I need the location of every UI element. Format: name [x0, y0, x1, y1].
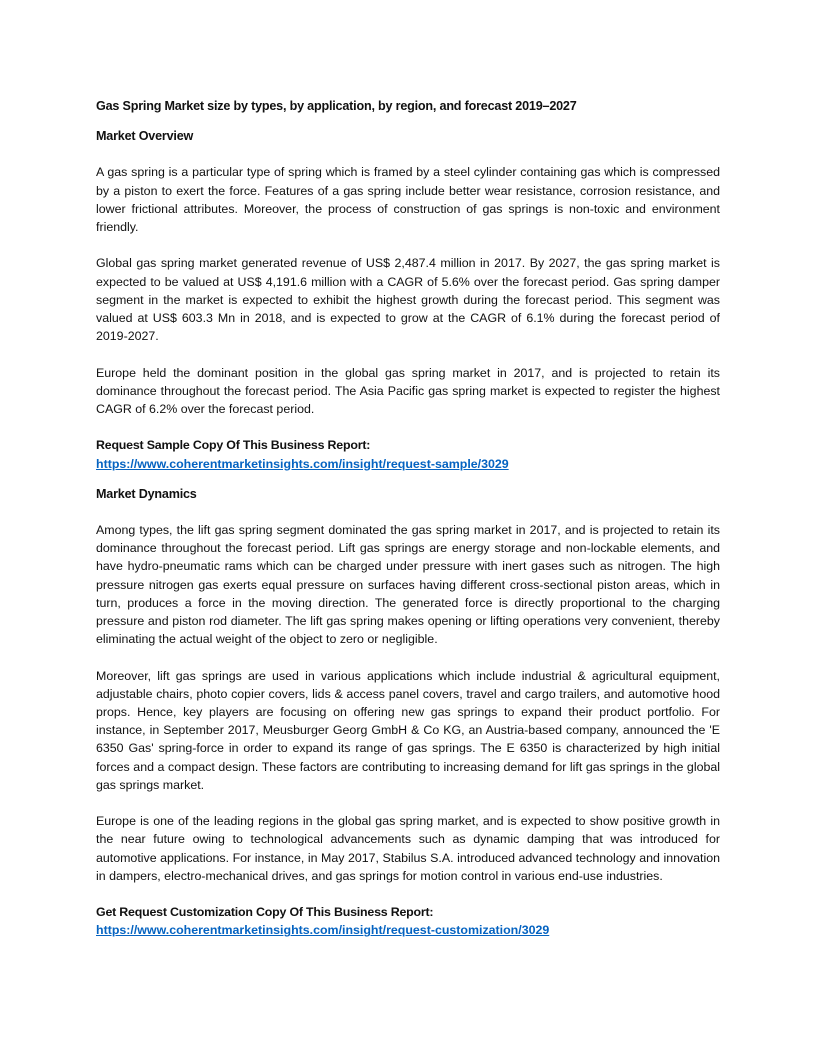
paragraph: Europe is one of the leading regions in the global gas spring market, and is expected to show positive growth in the near future owing to technological advancements such as dynamic damping that was introduced for automotive applications. For instance, in May 2017, Stabilus S.A. introduced advanced technology and innovation in dampers, electro-mechanical drives, and gas springs for motion control in various end-use industries. [96, 814, 720, 883]
document-title: Gas Spring Market size by types, by application, by region, and forecast 2019–2027 [96, 99, 577, 113]
paragraph: Europe held the dominant position in the global gas spring market in 2017, and is projected to retain its dominance throughout the forecast period. The Asia Pacific gas spring market is expected to register the highest CAGR of 6.2% over the forecast period. [96, 365, 720, 417]
paragraph: A gas spring is a particular type of spring which is framed by a steel cylinder containing gas which is compressed by a piston to exert the force. Features of a gas spring include better wear resistance, corrosion resistance, and lower frictional attributes. Moreover, the process of construction of gas springs is non-toxic and environment friendly. [96, 165, 720, 235]
customization-request-label: Get Request Customization Copy Of This Business Report: [96, 905, 434, 920]
paragraph: Among types, the lift gas spring segment dominated the gas spring market in 2017, and is projected to retain its dominance throughout the forecast period. Lift gas springs are energy storage and non-lockable elements, and have hydro-pneumatic rams which can be charged under pressure with inert gases such as nitrogen. The high pressure nitrogen gas exerts equal pressure on surfaces having different cross-sectional piston areas, which in turn, produces a force in the moving direction. The generated force is directly proportional to the charging pressure and piston rod diameter. The lift gas spring makes opening or lifting operations very convenient, thereby eliminating the actual weight of the object to zero or negligible. [96, 523, 720, 647]
paragraph: Moreover, lift gas springs are used in various applications which include industrial & agricultural equipment, adjustable chairs, photo copier covers, lids & access panel covers, travel and cargo trailers, and automotive hood props. Hence, key players are focusing on offering new gas springs to expand their product portfolio. For instance, in September 2017, Meusburger Georg GmbH & Co KG, an Austria-based company, announced the 'E 6350 Gas' spring-force in order to expand its range of gas springs. The E 6350 is characterized by high initial forces and a compact design. These factors are contributing to increasing demand for lift gas springs in the global gas springs market. [96, 668, 720, 792]
section-heading-overview: Market Overview [96, 129, 194, 144]
section-heading-dynamics: Market Dynamics [96, 486, 197, 501]
sample-request-label: Request Sample Copy Of This Business Report: [96, 438, 371, 453]
paragraph: Global gas spring market generated revenue of US$ 2,487.4 million in 2017. By 2027, the gas spring market is expected to be valued at US$ 4,191.6 million with a CAGR of 5.6% over the forecast period. Gas spring damper segment in the market is expected to exhibit the highest growth during the forecast period. This segment was valued at US$ 603.3 Mn in 2018, and is expected to grow at the CAGR of 6.1% during the forecast period of 2019-2027. [96, 256, 720, 344]
customization-request-link[interactable]: https://www.coherentmarketinsights.com/insight/request-customization/3029 [96, 923, 550, 938]
sample-request-link[interactable]: https://www.coherentmarketinsights.com/insight/request-sample/3029 [96, 456, 509, 471]
document-page [96, 97, 720, 952]
